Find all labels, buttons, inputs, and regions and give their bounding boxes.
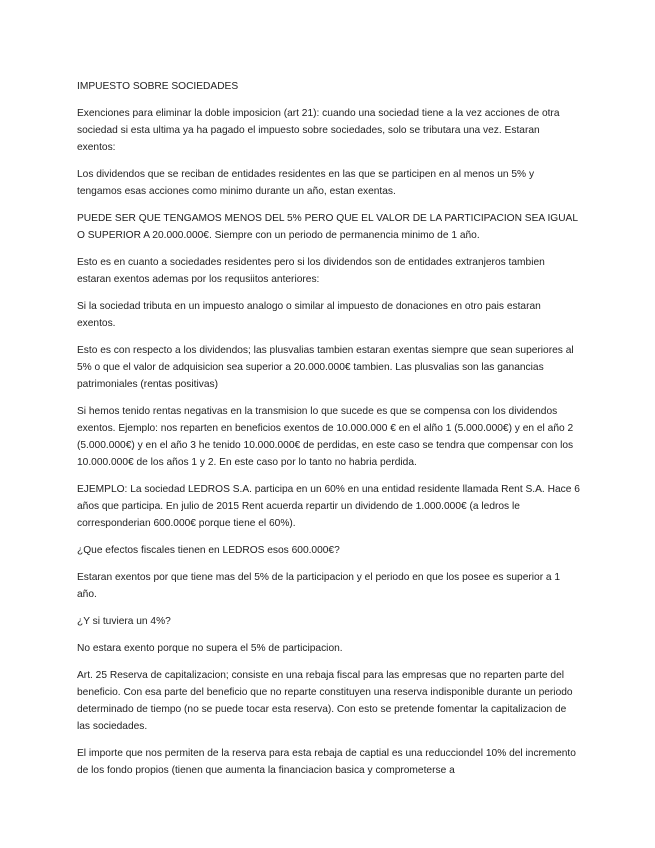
document-title: IMPUESTO SOBRE SOCIEDADES <box>77 81 239 92</box>
document-page <box>77 78 580 789</box>
paragraph-reserva-capitalizacion: Art. 25 Reserva de capitalizacion; consiste en una rebaja fiscal para las empresas que no reparten parte del beneficio. Con esa parte del beneficio que no reparte constituyen una reserva indisponible durante un periodo determinado de tiempo (no se puede tocar esta reserva). Con esto se pretende fomentar la capitalizacion de las sociedades. <box>77 670 573 732</box>
paragraph-respuesta-no-exento: No estara exento porque no supera el 5% de participacion. <box>77 643 343 654</box>
paragraph-pregunta-4: ¿Y si tuviera un 4%? <box>77 616 171 627</box>
paragraph-exenciones: Exenciones para eliminar la doble imposicion (art 21): cuando una sociedad tiene a la vez acciones de otra sociedad si esta ultima ya ha pagado el impuesto sobre sociedades, solo se tributara una vez. Estaran exentos: <box>77 108 560 153</box>
paragraph-entidades-extranjeras: Esto es en cuanto a sociedades residentes pero si los dividendos son de entidades extranjeros tambien estaran exentos ademas por los requsiitos anteriores: <box>77 257 545 285</box>
paragraph-importe-reserva: El importe que nos permiten de la reserva para esta rebaja de captial es una reducciondel 10% del incremento de los fondo propios (tienen que aumenta la financiacion basica y comprometerse a <box>77 748 576 776</box>
paragraph-participacion-menor: PUEDE SER QUE TENGAMOS MENOS DEL 5% PERO QUE EL VALOR DE LA PARTICIPACION SEA IGUAL O SUPERIOR A 20.000.000€. Siempre con un periodo de permanencia minimo de 1 año. <box>77 213 578 241</box>
paragraph-ejemplo-ledros: EJEMPLO: La sociedad LEDROS S.A. participa en un 60% en una entidad residente llamada Rent S.A. Hace 6 años que participa. En julio de 2015 Rent acuerda repartir un dividendo de 1.000.000€ (a ledros le corresponderian 600.000€ porque tiene el 60%). <box>77 484 580 529</box>
paragraph-respuesta-exentos: Estaran exentos por que tiene mas del 5% de la participacion y el periodo en que los posee es superior a 1 año. <box>77 572 561 600</box>
paragraph-pregunta-efectos: ¿Que efectos fiscales tienen en LEDROS esos 600.000€? <box>77 545 340 556</box>
paragraph-impuesto-analogo: Si la sociedad tributa en un impuesto analogo o similar al impuesto de donaciones en otro pais estaran exentos. <box>77 301 541 329</box>
paragraph-dividendos-residentes: Los dividendos que se reciban de entidades residentes en las que se participen en al menos un 5% y tengamos esas acciones como minimo durante un año, estan exentas. <box>77 169 535 197</box>
paragraph-rentas-negativas: Si hemos tenido rentas negativas en la transmision lo que sucede es que se compensa con los dividendos exentos. Ejemplo: nos reparten en beneficios exentos de 10.000.000 € en el alño 1 (5.000.000€) y en el año 2 (5.000.000€) y en el año 3 he tenido 10.000.000€ de perdidas, en este caso se tendra que compensar con los 10.000.000€ de los años 1 y 2. En este caso por lo tanto no habria perdida. <box>77 406 574 468</box>
paragraph-plusvalias: Esto es con respecto a los dividendos; las plusvalias tambien estaran exentas siempre que sean superiores al 5% o que el valor de adquisicion sea superior a 20.000.000€ tambien. Las plusvalias son las ganancias patrimoniales (rentas positivas) <box>77 345 574 390</box>
